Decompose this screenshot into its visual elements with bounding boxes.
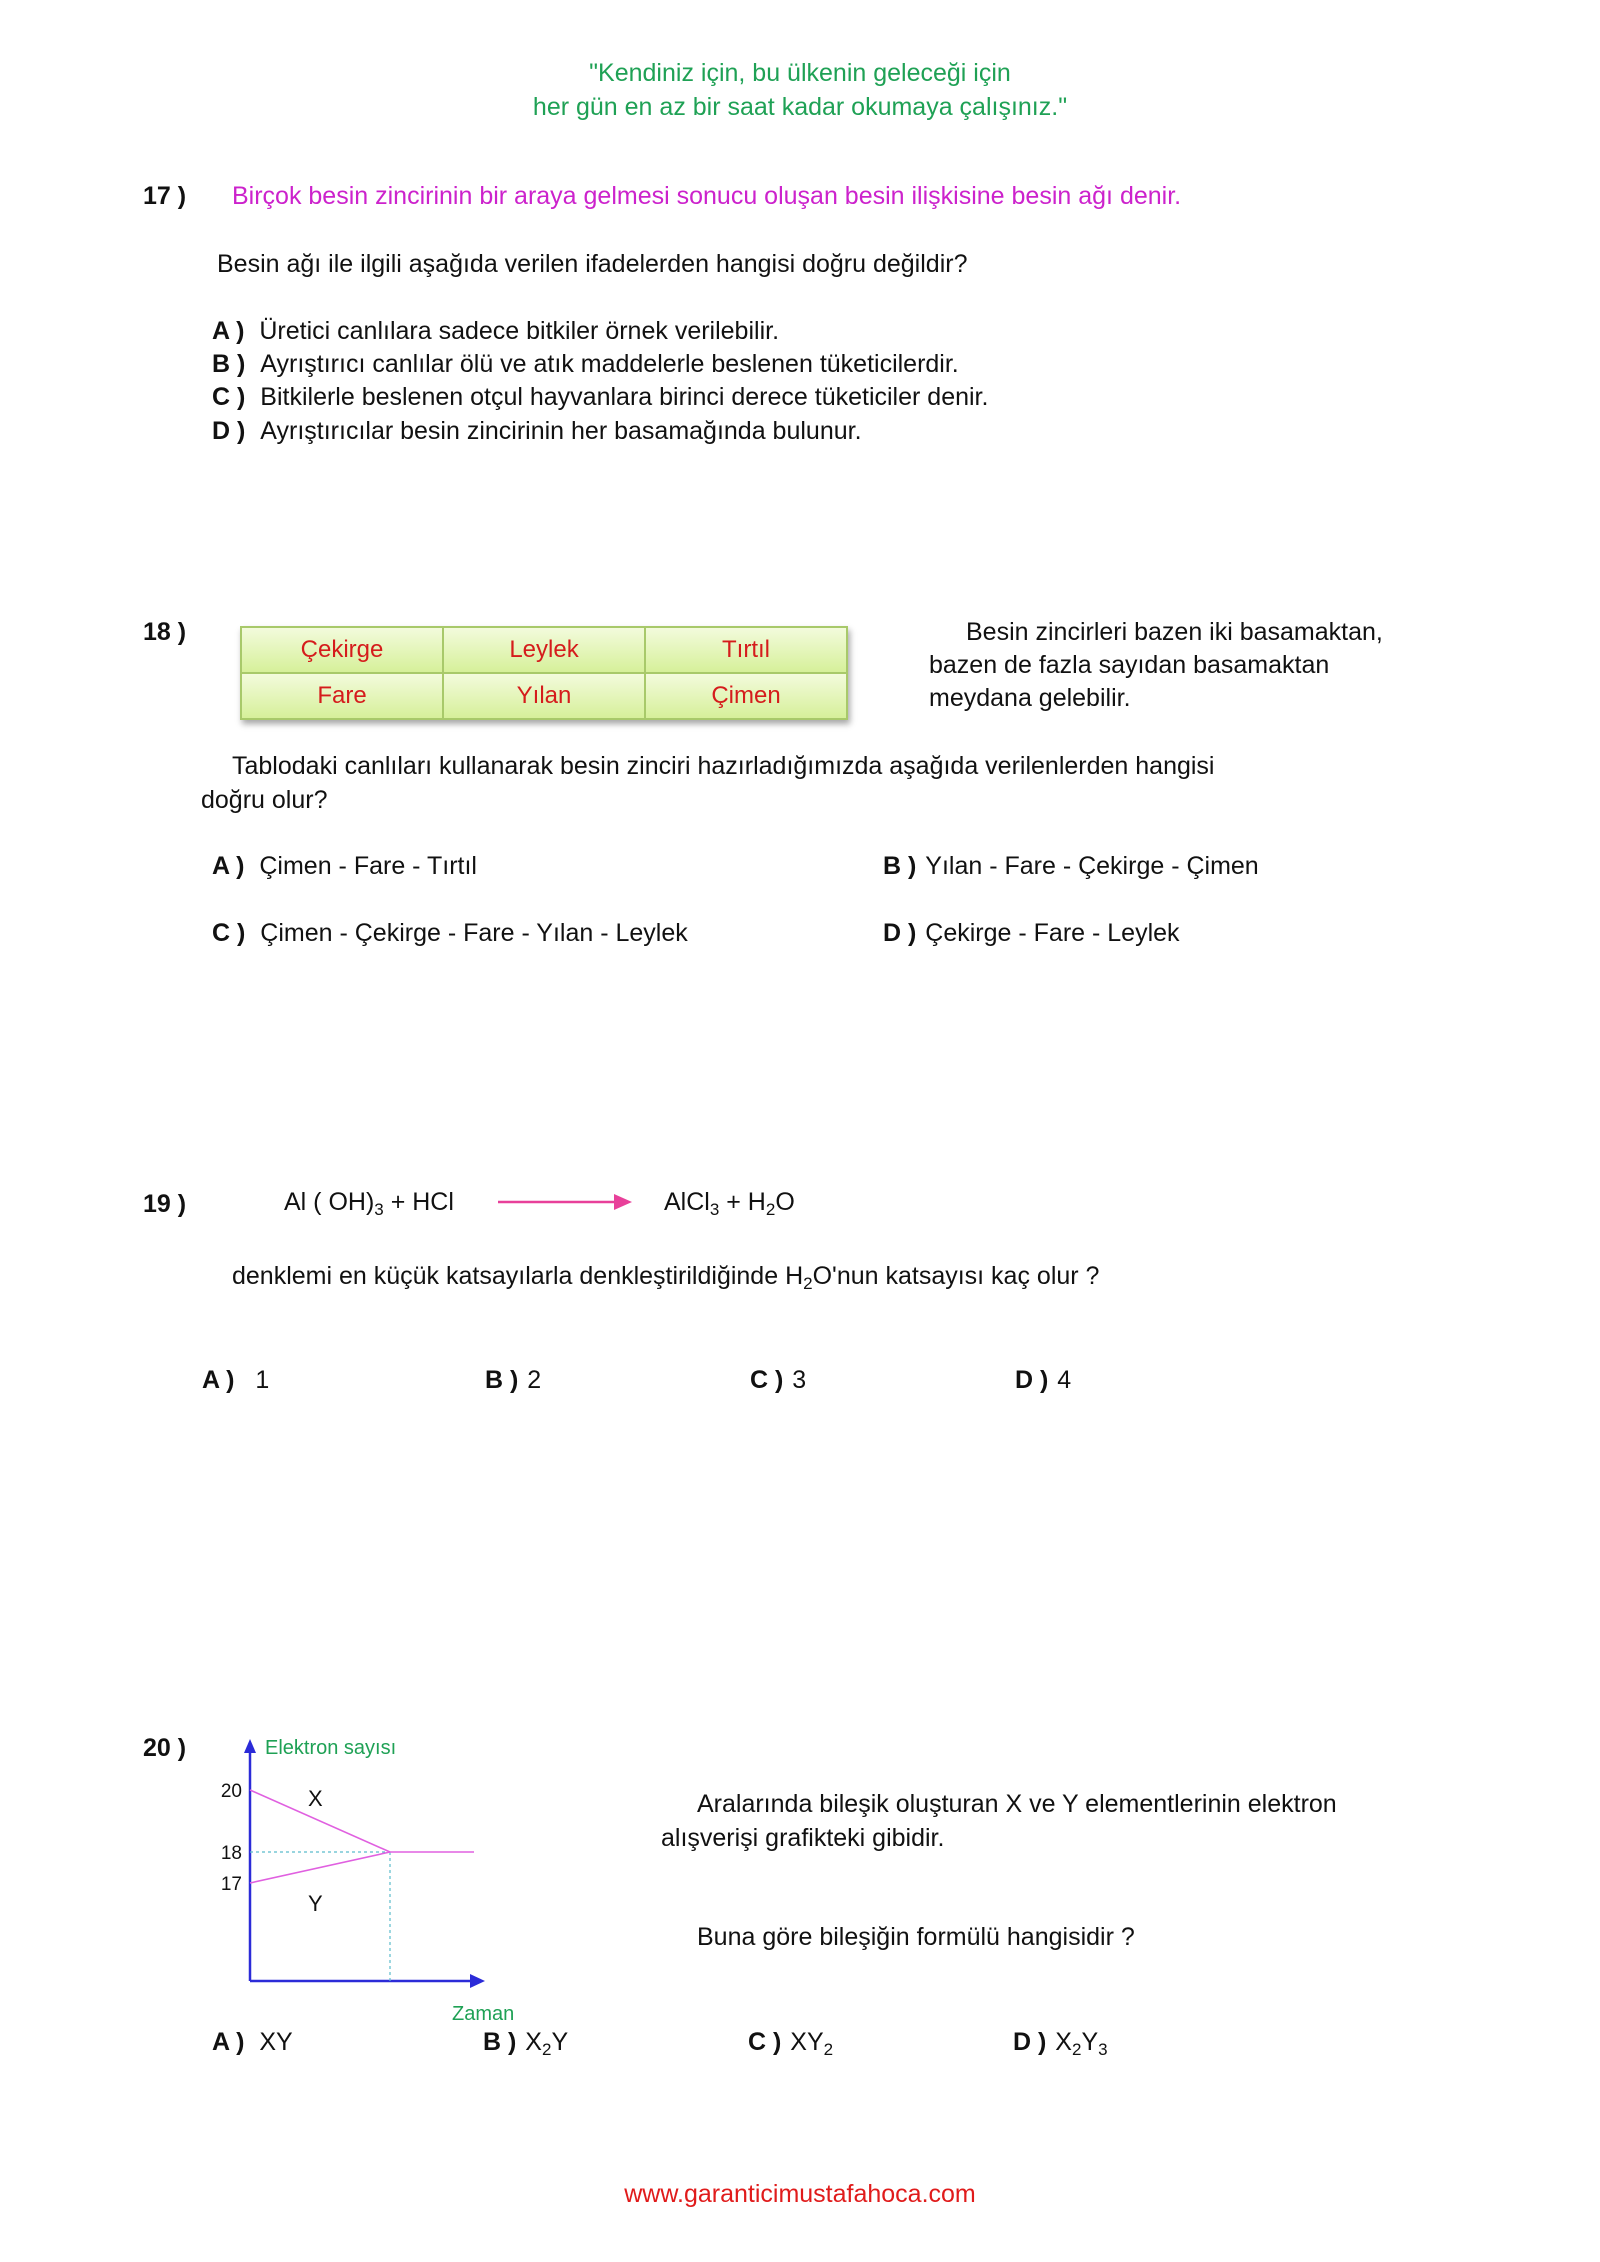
subscript: 2 (823, 2040, 834, 2059)
question-20-side-line-2: alışverişi grafikteki gibidir. (661, 1824, 945, 1852)
footer-website-link[interactable]: www.garanticimustafahoca.com (624, 2180, 976, 2208)
question-19-option-d[interactable] (1015, 1366, 1071, 1395)
subscript: 3 (709, 1200, 720, 1219)
option-letter: B ) (485, 1366, 519, 1394)
y-axis-arrow-icon (244, 1739, 256, 1753)
question-19-option-a[interactable] (202, 1366, 269, 1395)
organism-table (240, 626, 848, 720)
option-text: Bitkilerle beslenen otçul hayvanlara birinci derece tüketiciler denir. (260, 383, 989, 411)
option-letter: C ) (212, 383, 246, 411)
option-letter: A ) (212, 317, 245, 345)
question-20-number: 20 ) (143, 1734, 187, 1762)
option-formula (259, 2028, 292, 2056)
question-17-intro: Birçok besin zincirinin bir araya gelmesi sonucu oluşan besin ilişkisine besin ağı denir. (232, 182, 1182, 210)
series-line-y (250, 1852, 390, 1883)
y-tick-label: 18 (220, 1843, 242, 1864)
subscript: 2 (803, 1274, 813, 1293)
subscript: 2 (541, 2040, 552, 2059)
option-letter: C ) (212, 919, 246, 947)
option-letter: A ) (202, 1366, 235, 1394)
y-axis-label: Elektron sayısı (265, 1737, 397, 1759)
question-20-option-b[interactable] (483, 2028, 568, 2057)
electron-graph (200, 1725, 540, 2035)
subscript: 3 (374, 1200, 384, 1219)
product-aluminium-chloride: AlCl (664, 1188, 710, 1216)
question-18-option-b[interactable] (883, 852, 1259, 881)
product-water-suffix: O (775, 1188, 795, 1216)
subscript: 2 (765, 1200, 776, 1219)
x-axis-label: Zaman (452, 2003, 515, 2025)
equation-products (664, 1188, 795, 1217)
question-18-number: 18 ) (143, 618, 187, 646)
option-text: Ayrıştırıcı canlılar ölü ve atık maddelerle beslenen tüketicilerdir. (260, 350, 959, 378)
question-19-number: 19 ) (143, 1190, 187, 1218)
subscript: 3 (1098, 2040, 1108, 2059)
series-label-x: X (308, 1786, 323, 1811)
reactant-aluminium-hydroxide: Al ( OH) (284, 1188, 375, 1216)
series-label-y: Y (308, 1891, 323, 1916)
option-letter: B ) (212, 350, 246, 378)
option-letter: B ) (483, 2028, 517, 2056)
option-letter: B ) (883, 852, 917, 880)
option-letter: D ) (212, 417, 246, 445)
option-text: Ayrıştırıcılar besin zincirinin her basamağında bulunur. (260, 417, 862, 445)
question-20-option-c[interactable] (748, 2028, 833, 2057)
question-17-option-c[interactable] (212, 383, 988, 412)
table-cell: Leylek (443, 627, 645, 673)
header-quote-line-2: her gün en az bir saat kadar okumaya çalışınız." (532, 93, 1068, 121)
question-18-option-a[interactable] (212, 852, 477, 881)
question-18-side-line-3: meydana gelebilir. (929, 684, 1131, 712)
table-cell: Fare (241, 673, 443, 719)
option-letter: C ) (750, 1366, 784, 1394)
table-row (241, 627, 847, 673)
formula-part: Y (551, 2028, 569, 2056)
question-17-text: Besin ağı ile ilgili aşağıda verilen ifadelerden hangisi doğru değildir? (217, 250, 968, 278)
reactant-hcl: + HCl (383, 1188, 454, 1216)
question-19-option-b[interactable] (485, 1366, 541, 1395)
question-17-option-a[interactable] (212, 317, 779, 346)
formula-part: XY (790, 2028, 824, 2056)
option-text: Çimen - Fare - Tırtıl (259, 852, 477, 880)
option-formula (1055, 2028, 1108, 2059)
question-18-option-d[interactable] (883, 919, 1180, 948)
option-text: 1 (255, 1366, 270, 1394)
option-letter: C ) (748, 2028, 782, 2056)
option-text: Üretici canlılara sadece bitkiler örnek verilebilir. (259, 317, 780, 345)
question-18-side-line-2: bazen de fazla sayıdan basamaktan (929, 651, 1330, 679)
option-letter: D ) (1015, 1366, 1049, 1394)
question-19-option-c[interactable] (750, 1366, 806, 1395)
option-formula (790, 2028, 834, 2059)
table-cell: Çekirge (241, 627, 443, 673)
header-quote-line-1: "Kendiniz için, bu ülkenin geleceği için (589, 59, 1011, 87)
question-20-option-d[interactable] (1013, 2028, 1108, 2057)
option-text: Çimen - Çekirge - Fare - Yılan - Leylek (260, 919, 688, 947)
table-row (241, 673, 847, 719)
option-formula (525, 2028, 569, 2059)
x-axis-arrow-icon (470, 1974, 485, 1988)
question-text-part: O'nun katsayısı kaç olur ? (812, 1262, 1100, 1290)
table-cell: Yılan (443, 673, 645, 719)
question-20-option-a[interactable] (212, 2028, 293, 2057)
formula-part: Y (1081, 2028, 1099, 2056)
product-water-prefix: + H (719, 1188, 766, 1216)
formula-part: X (525, 2028, 542, 2056)
formula-part: X (1055, 2028, 1072, 2056)
question-17-number: 17 ) (143, 182, 187, 210)
option-text: Çekirge - Fare - Leylek (925, 919, 1180, 947)
question-18-text-line-1: Tablodaki canlıları kullanarak besin zinciri hazırladığımızda aşağıda verilenlerden hangisi (232, 752, 1215, 780)
series-line-x (250, 1790, 474, 1852)
option-letter: D ) (883, 919, 917, 947)
option-text: 2 (527, 1366, 542, 1394)
table-cell: Tırtıl (645, 627, 847, 673)
y-tick-label: 20 (220, 1781, 242, 1802)
question-18-option-c[interactable] (212, 919, 688, 948)
question-17-option-b[interactable] (212, 350, 959, 379)
option-letter: A ) (212, 2028, 245, 2056)
question-18-side-line-1: Besin zincirleri bazen iki basamaktan, (966, 618, 1383, 646)
subscript: 2 (1071, 2040, 1082, 2059)
table-cell: Çimen (645, 673, 847, 719)
question-19-text (232, 1262, 1099, 1291)
question-text-part: denklemi en küçük katsayılarla denkleştirildiğinde H (232, 1262, 804, 1290)
question-20-side-line-1: Aralarında bileşik oluşturan X ve Y elementlerinin elektron (697, 1790, 1337, 1818)
reaction-arrow-icon (496, 1190, 636, 1214)
option-text: 4 (1057, 1366, 1072, 1394)
option-letter: A ) (212, 852, 245, 880)
question-18-text-line-2: doğru olur? (201, 786, 328, 814)
option-letter: D ) (1013, 2028, 1047, 2056)
formula-part: XY (259, 2028, 293, 2056)
question-20-text: Buna göre bileşiğin formülü hangisidir ? (697, 1923, 1135, 1951)
question-17-option-d[interactable] (212, 417, 862, 446)
option-text: Yılan - Fare - Çekirge - Çimen (925, 852, 1259, 880)
option-text: 3 (792, 1366, 807, 1394)
equation-reactants (284, 1188, 454, 1217)
y-tick-label: 17 (220, 1874, 242, 1895)
